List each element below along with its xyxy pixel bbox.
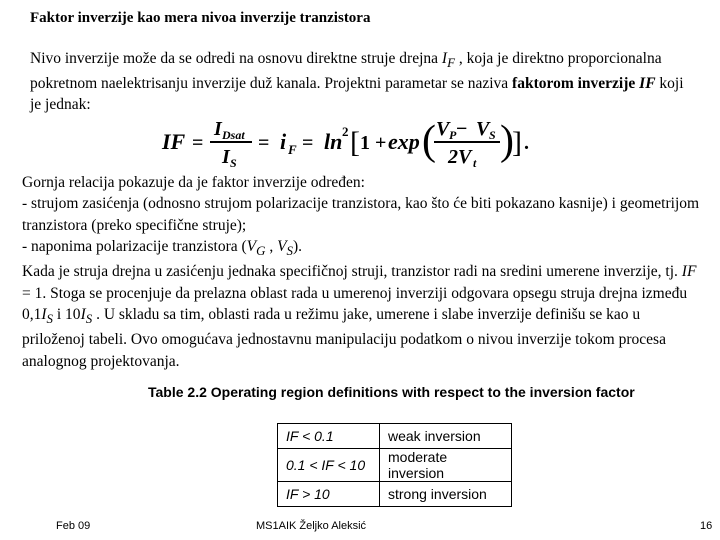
text-run: Nivo inverzije može da se odredi na osnovu direktne struje drejna — [30, 50, 442, 67]
paren-close: ) — [500, 118, 514, 164]
var-sub: G — [256, 242, 266, 258]
table-cell-condition: IF > 10 — [278, 482, 380, 507]
footer-author: MS1AIK Željko Aleksić — [256, 520, 367, 532]
var-vs: V — [277, 237, 287, 255]
text-run: koji je jednak: — [30, 75, 684, 114]
table-cell-condition: 0.1 < IF < 10 — [278, 449, 380, 482]
formula-ln: ln — [324, 129, 343, 154]
line-intro: Gornja relacija pokazuje da je faktor inverzije određen: — [22, 174, 365, 191]
formula-den-sub: S — [230, 156, 237, 170]
table-caption: Table 2.2 Operating region definitions with respect to the inversion factor — [148, 384, 635, 400]
line-bullet-1: - strujom zasićenja (odnosno strujom polarizacije tranzistora, kao što će biti pokazano kasnije) i geometrijom tranzistora (preko specifične struje); — [22, 195, 700, 234]
text-run: Kada je struja drejna u zasićenju jednaka specifičnoj struji, tranzistor radi na sredini umerene inverzije, tj. — [22, 263, 682, 281]
formula-if-sub: F — [288, 142, 297, 157]
formula-den2: 2V — [448, 146, 472, 168]
inversion-factor-formula — [160, 114, 540, 170]
var-sub: S — [286, 242, 293, 258]
formula-dot: . — [524, 132, 529, 154]
paren-open: ( — [422, 118, 436, 164]
formula-eq: = — [192, 132, 204, 154]
text-run: . U skladu sa tim, oblasti rada u režimu jake, umerene i slabe inverzije definišu se kao u priloženoj tabeli. Ovo omogućava jednostavnu manipulaciju podatkom o nivou inverzije tokom procesa analognog projektovanja. — [22, 305, 666, 370]
var-is: I — [80, 305, 86, 323]
var-sub: S — [85, 310, 93, 326]
table-cell-condition: IF < 0.1 — [278, 424, 380, 449]
var-sub: F — [447, 55, 455, 71]
table-row — [278, 424, 512, 449]
bracket-open: [ — [350, 126, 360, 159]
formula-eq3: = — [302, 132, 314, 154]
formula-vt-sub: t — [473, 156, 477, 170]
text-run: ). — [293, 237, 303, 255]
operating-region-table — [277, 423, 512, 507]
formula-one: 1 + — [360, 132, 387, 154]
formula-num-i: I — [214, 118, 222, 140]
var-i: I — [441, 50, 448, 67]
bracket-close: ] — [512, 126, 522, 159]
table-cell-region: weak inversion — [380, 424, 512, 449]
line-bullet-2 — [22, 236, 702, 261]
text-run: - naponima polarizacije tranzistora ( — [22, 237, 247, 255]
page-number: 16 — [700, 520, 713, 532]
formula-vp: V — [436, 118, 450, 140]
table-row — [278, 482, 512, 507]
formula-square: 2 — [342, 124, 349, 139]
bold-term-if: IF — [639, 75, 656, 93]
bold-term: faktorom inverzije — [512, 75, 640, 93]
footer-date: Feb 09 — [56, 520, 91, 532]
formula-vs-sub: S — [489, 128, 496, 142]
formula-if: i — [280, 129, 287, 154]
text-run: i 10 — [53, 305, 81, 323]
formula-minus: − — [456, 118, 468, 140]
var-vg: V — [246, 237, 257, 255]
intro-paragraph — [30, 48, 685, 115]
body-paragraph — [22, 172, 702, 372]
formula-vp-sub: P — [449, 128, 457, 142]
table-cell-region: moderate inversion — [380, 449, 512, 482]
formula-exp: exp — [388, 129, 420, 154]
page-title: Faktor inverzije kao mera nivoa inverzije tranzistora — [30, 10, 371, 26]
formula-lhs: IF — [162, 129, 186, 154]
formula-eq2: = — [258, 132, 270, 154]
table-cell-region: strong inversion — [380, 482, 512, 507]
formula-num-sub: Dsat — [222, 128, 245, 142]
var-is: I — [41, 305, 47, 323]
text-run: , — [265, 237, 278, 255]
text-run: , koja je direktno proporcionalna pokretnom naelektrisanju inverzije duž kanala. Projektni parametar se naziva — [30, 50, 662, 93]
text-run: = 1. Stoga se procenjuje da prelazna oblast rada u umerenoj inverziji odgovara opsegu struja drejna između 0,1 — [22, 284, 688, 323]
formula-den-i: I — [222, 146, 230, 168]
var-sub: S — [46, 310, 53, 326]
table-row — [278, 449, 512, 482]
var-if: IF — [681, 263, 697, 281]
formula-vs: V — [476, 118, 490, 140]
line-conclusion — [22, 261, 702, 372]
